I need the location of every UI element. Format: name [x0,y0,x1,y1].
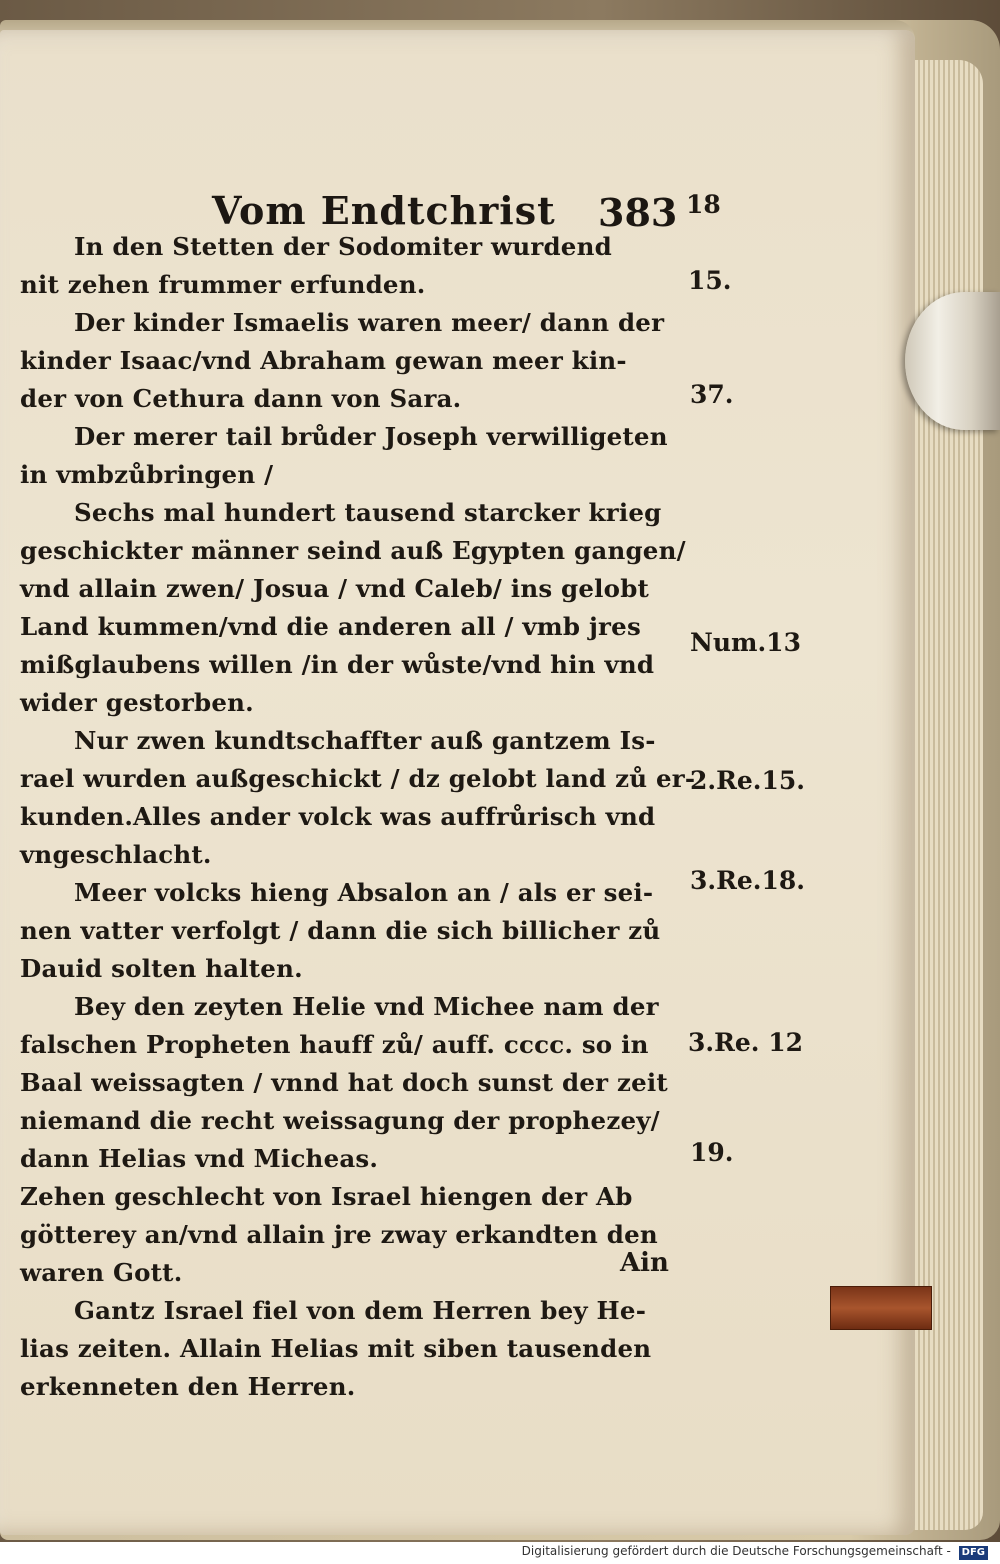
text-line: lias zeiten. Allain Helias mit siben tausenden [20,1334,652,1363]
digitization-footer [0,1542,1000,1564]
text-line: Land kummen/vnd die anderen all / vmb jres [20,612,641,641]
footer-credit [522,1544,988,1560]
text-line: falschen Propheten hauff zů/ auff. cccc. so in [20,1030,649,1059]
text-line: nen vatter verfolgt / dann die sich billicher zů [20,916,661,945]
dfg-logo: DFG [959,1546,988,1560]
text-line: der von Cethura dann von Sara. [20,384,462,413]
text-line: waren Gott. [20,1258,183,1287]
text-line: götterey an/vnd allain jre zway erkandten den [20,1220,658,1249]
margin-note: 18 [686,190,721,219]
text-line: Sechs mal hundert tausend starcker krieg [74,498,662,527]
text-line: Der kinder Ismaelis waren meer/ dann der [74,308,665,337]
text-line: rael wurden außgeschickt / dz gelobt land zů er- [20,764,696,793]
text-line: geschickter männer seind auß Egypten gangen/ [20,536,686,565]
text-line: erkenneten den Herren. [20,1372,356,1401]
text-line: nit zehen frummer erfunden. [20,270,426,299]
margin-note: 3.Re.18. [690,866,805,895]
page-number: 383 [598,190,678,235]
margin-note: 3.Re. 12 [688,1028,803,1057]
text-line: Der merer tail brůder Joseph verwilligeten [74,422,668,451]
text-line: dann Helias vnd Micheas. [20,1144,379,1173]
text-line: wider gestorben. [20,688,254,717]
text-line: Dauid solten halten. [20,954,303,983]
text-line: kinder Isaac/vnd Abraham gewan meer kin- [20,346,627,375]
text-line: vngeschlacht. [20,840,212,869]
text-line: Baal weissagten / vnnd hat doch sunst der zeit [20,1068,668,1097]
text-line: Nur zwen kundtschaffter auß gantzem Is- [74,726,656,755]
text-line: niemand die recht weissagung der prophezey/ [20,1106,660,1135]
text-line: kunden.Alles ander volck was auffrůrisch vnd [20,802,656,831]
text-line: Meer volcks hieng Absalon an / als er sei- [74,878,654,907]
text-line: in vmbzůbringen / [20,460,274,489]
text-line: mißglaubens willen /in der wůste/vnd hin vnd [20,650,655,679]
bookmark-ribbon [830,1286,932,1330]
body-text [20,228,696,1406]
catchword: Ain [620,1248,669,1278]
text-line: In den Stetten der Sodomiter wurdend [74,232,612,261]
margin-note: Num.13 [690,628,801,657]
margin-note: 19. [690,1138,734,1167]
footer-text: Digitalisierung gefördert durch die Deutsche Forschungsgemeinschaft - [521,1544,951,1558]
book-page [0,30,915,1535]
text-line: Gantz Israel fiel von dem Herren bey He- [74,1296,647,1325]
text-line: Zehen geschlecht von Israel hiengen der Ab [20,1182,633,1211]
running-head: Vom Endtchrist [212,188,556,233]
text-line: vnd allain zwen/ Josua / vnd Caleb/ ins gelobt [20,574,650,603]
margin-note: 2.Re.15. [690,766,805,795]
margin-note: 37. [690,380,734,409]
text-line: Bey den zeyten Helie vnd Michee nam der [74,992,659,1021]
margin-note: 15. [688,266,732,295]
